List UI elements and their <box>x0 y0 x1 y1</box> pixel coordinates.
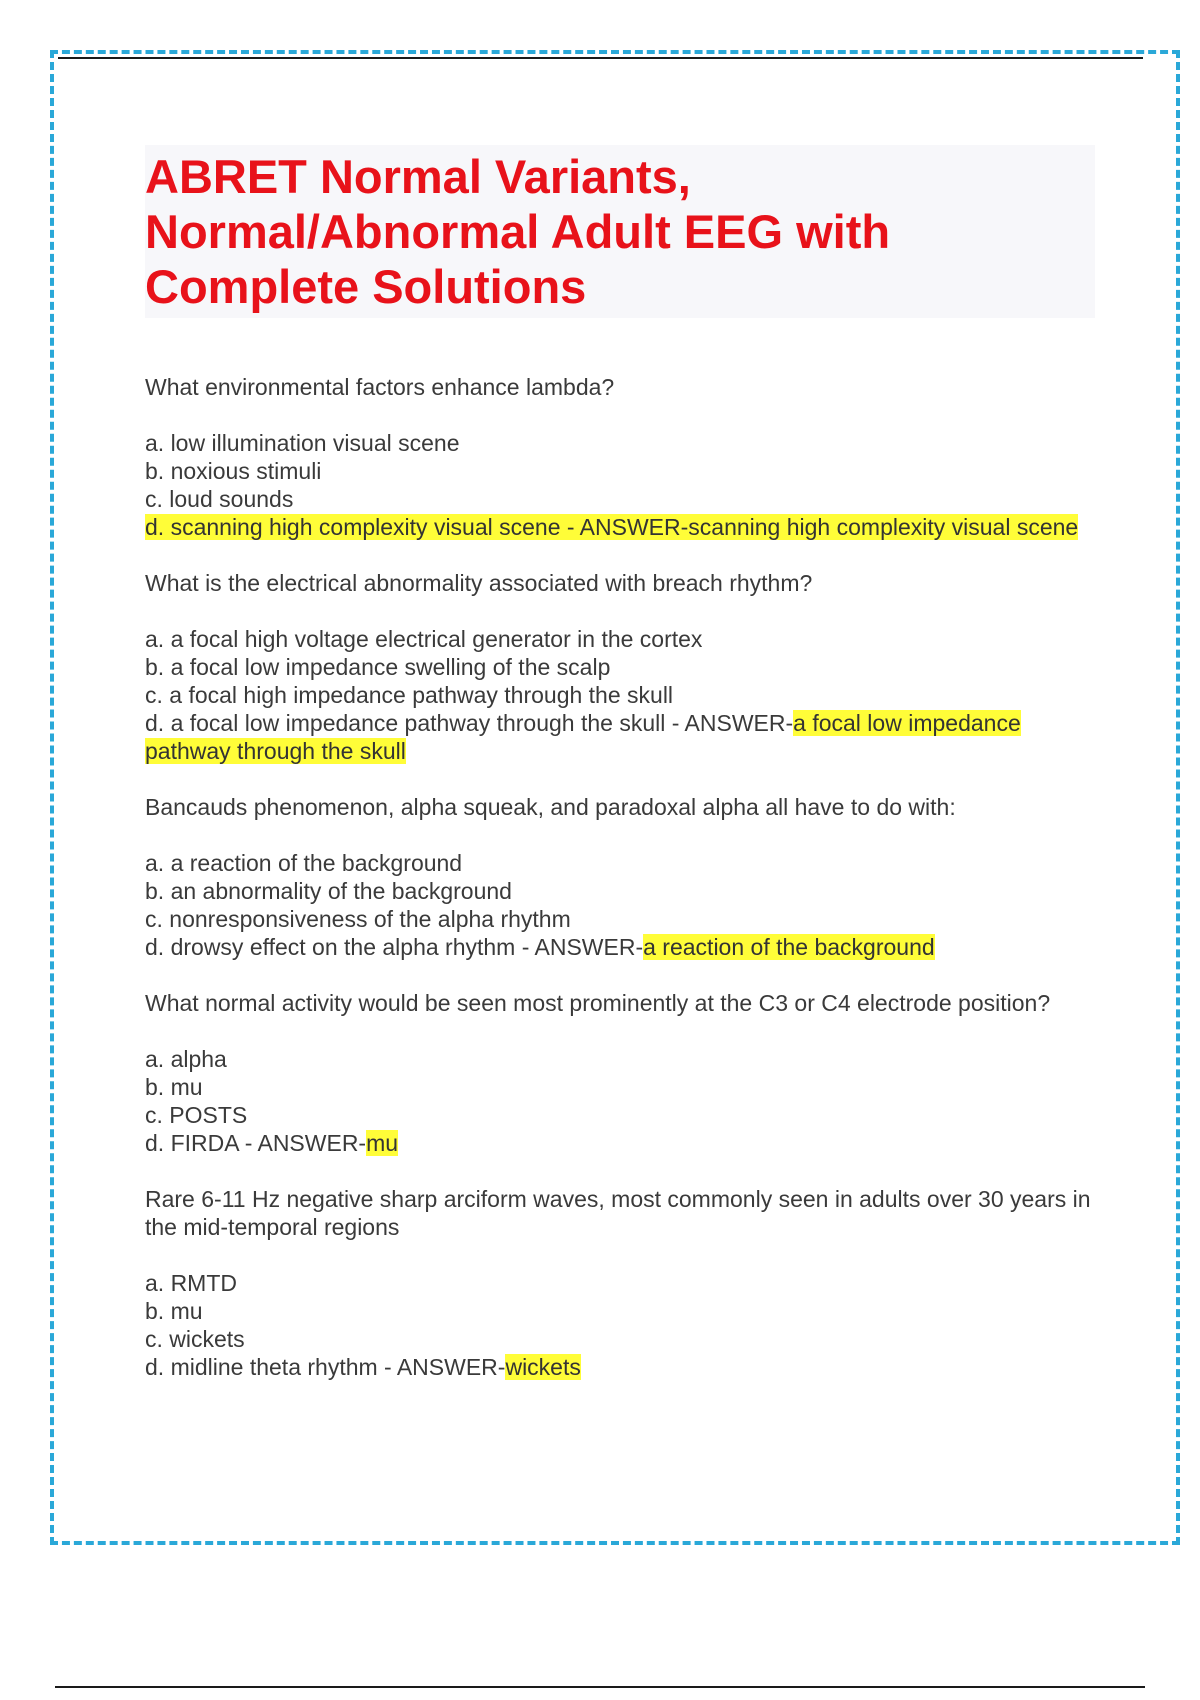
question-text: Rare 6-11 Hz negative sharp arciform waves, most commonly seen in adults over 30 years in the mid-temporal regions <box>145 1186 1091 1240</box>
document-body <box>145 145 1095 1409</box>
option-d-answer <box>145 1353 1095 1381</box>
option-b: b. mu <box>145 1298 203 1324</box>
top-rule <box>58 57 1143 59</box>
answer-highlight: mu <box>366 1130 399 1156</box>
option-d-answer <box>145 933 1095 961</box>
bottom-rule <box>55 1686 1145 1688</box>
question-block <box>145 793 1095 961</box>
option-b: b. an abnormality of the background <box>145 878 512 904</box>
answer-highlight: a reaction of the background <box>643 934 935 960</box>
question-text: What environmental factors enhance lambda? <box>145 374 615 400</box>
option-c: c. loud sounds <box>145 486 294 512</box>
option-b: b. a focal low impedance swelling of the scalp <box>145 654 611 680</box>
question-block <box>145 373 1095 541</box>
answer-highlight: wickets <box>505 1354 581 1380</box>
option-a: a. low illumination visual scene <box>145 430 460 456</box>
answer-prefix: d. drowsy effect on the alpha rhythm - ANSWER- <box>145 934 644 960</box>
question-block <box>145 989 1095 1157</box>
title-box <box>145 145 1095 318</box>
option-a: a. RMTD <box>145 1270 237 1296</box>
answer-prefix: d. midline theta rhythm - ANSWER- <box>145 1354 506 1380</box>
option-c: c. a focal high impedance pathway through the skull <box>145 682 674 708</box>
question-block <box>145 1185 1095 1381</box>
question-text: Bancauds phenomenon, alpha squeak, and paradoxal alpha all have to do with: <box>145 794 956 820</box>
option-a: a. alpha <box>145 1046 227 1072</box>
option-c: c. POSTS <box>145 1102 248 1128</box>
question-text: What is the electrical abnormality associated with breach rhythm? <box>145 570 813 596</box>
option-d-answer <box>145 1129 1095 1157</box>
question-text: What normal activity would be seen most prominently at the C3 or C4 electrode position? <box>145 990 1051 1016</box>
answer-prefix: d. FIRDA - ANSWER- <box>145 1130 367 1156</box>
answer-prefix: d. a focal low impedance pathway through the skull - ANSWER- <box>145 710 794 736</box>
option-a: a. a focal high voltage electrical generator in the cortex <box>145 626 703 652</box>
option-c: c. wickets <box>145 1326 245 1352</box>
option-b: b. noxious stimuli <box>145 458 322 484</box>
option-d-answer <box>145 513 1095 541</box>
option-d-answer <box>145 709 1095 765</box>
option-c: c. nonresponsiveness of the alpha rhythm <box>145 906 571 932</box>
answer-highlight: a focal low impedance pathway through the skull <box>145 710 1021 764</box>
document-title: ABRET Normal Variants, Normal/Abnormal Adult EEG with Complete Solutions <box>145 150 891 313</box>
option-a: a. a reaction of the background <box>145 850 463 876</box>
option-b: b. mu <box>145 1074 203 1100</box>
question-block <box>145 569 1095 765</box>
answer-highlight: d. scanning high complexity visual scene - ANSWER-scanning high complexity visual scene <box>145 514 1079 540</box>
